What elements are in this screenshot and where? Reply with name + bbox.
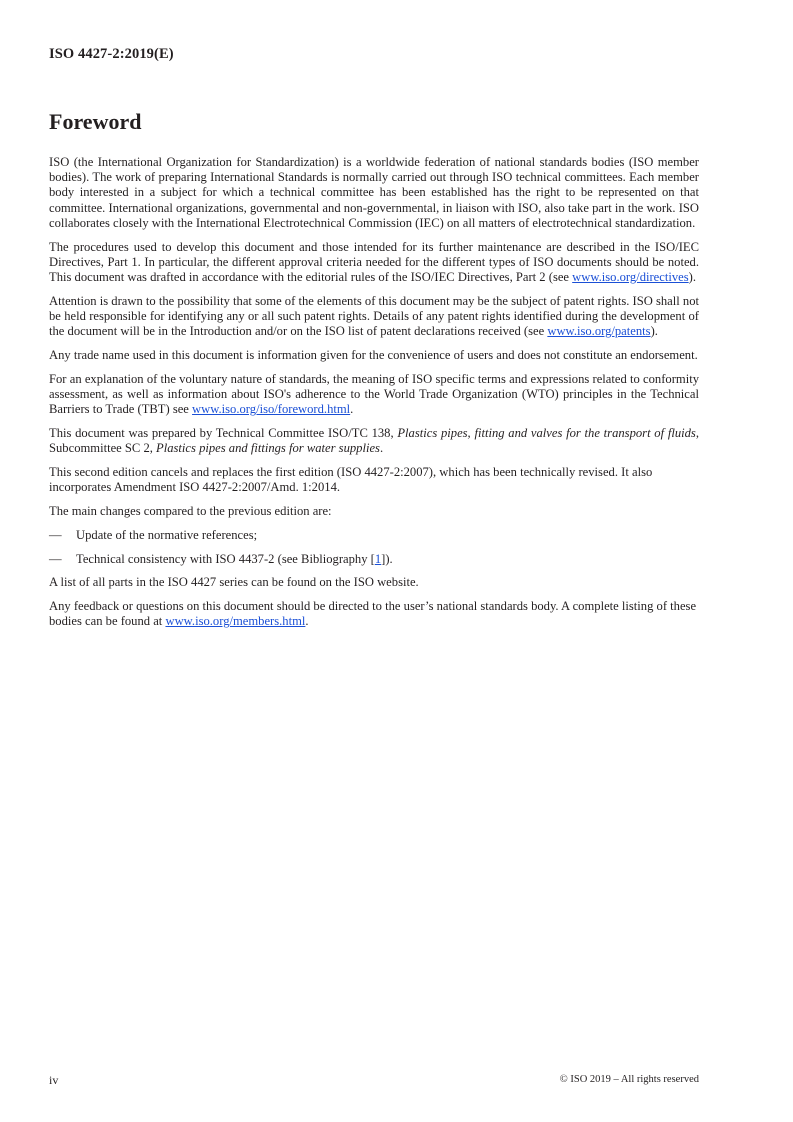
list-item: — Update of the normative references; [49, 527, 258, 542]
bibliography-ref-link[interactable]: 1 [374, 551, 382, 566]
paragraph-voluntary-nature: For an explanation of the voluntary nature of standards, the meaning of ISO specific terms and expressions related to conformity assessment, as well as information about ISO's adherence to the World Trade Organization (WTO) principles in the Technical Barriers to Trade (TBT) see www.iso.org/iso/foreword.html. [49, 371, 699, 417]
page-title: Foreword [49, 109, 142, 134]
list-item: — Technical consistency with ISO 4437-2 (see Bibliography [1]). [49, 551, 393, 566]
paragraph-edition: This second edition cancels and replaces the first edition (ISO 4427-2:2007), which has been technically revised. It also incorporates Amendment ISO 4427-2:2007/Amd. 1:2014. [49, 465, 653, 495]
em-dash-bullet: — [49, 527, 62, 542]
em-dash-bullet: — [49, 551, 62, 566]
paragraph-committee: This document was prepared by Technical Committee ISO/TC 138, Plastics pipes, fitting and valves for the transport of fluids, Subcommittee SC 2, Plastics pipes and fittings for water supplies. [49, 426, 699, 456]
paragraph-feedback: Any feedback or questions on this document should be directed to the user’s national standards body. A complete listing of these bodies can be found at www.iso.org/members.html. [49, 599, 697, 629]
page-number: iv [49, 1073, 59, 1087]
foreword-link[interactable]: www.iso.org/iso/foreword.html [192, 402, 351, 417]
paragraph-iso-intro: ISO (the International Organization for Standardization) is a worldwide federation of national standards bodies (ISO member bodies). The work of preparing International Standards is normally carried out through ISO technical committees. Each member body interested in a subject for which a technical committee has been established has the right to be represented on that committee. International organizations, governmental and non-governmental, in liaison with ISO, also take part in the work. ISO collaborates closely with the International Electrotechnical Commission (IEC) on all matters of electrotechnical standardization. [49, 155, 699, 230]
paragraph-procedures: The procedures used to develop this document and those intended for its further maintenance are described in the ISO/IEC Directives, Part 1. In particular, the different approval criteria needed for the different types of ISO documents should be noted. This document was drafted in accordance with the editorial rules of the ISO/IEC Directives, Part 2 (see www.iso.org/directives). [49, 239, 699, 285]
directives-link[interactable]: www.iso.org/directives [572, 270, 689, 285]
patents-link[interactable]: www.iso.org/patents [547, 324, 651, 339]
copyright-notice: © ISO 2019 – All rights reserved [559, 1074, 699, 1085]
members-link[interactable]: www.iso.org/members.html [165, 614, 306, 629]
paragraph-trade-name: Any trade name used in this document is information given for the convenience of users and does not constitute an endorsement. [49, 348, 698, 363]
paragraph-patents: Attention is drawn to the possibility that some of the elements of this document may be the subject of patent rights. ISO shall not be held responsible for identifying any or all such patent rights. Details of any patent rights identified during the development of the document will be in the Introduction and/or on the ISO list of patent declarations received (see www.iso.org/patents). [49, 293, 699, 339]
paragraph-series: A list of all parts in the ISO 4427 series can be found on the ISO website. [49, 575, 419, 590]
foreword-body [49, 155, 699, 638]
document-id-header: ISO 4427-2:2019(E) [49, 46, 174, 62]
paragraph-changes-intro: The main changes compared to the previous edition are: [49, 504, 332, 519]
